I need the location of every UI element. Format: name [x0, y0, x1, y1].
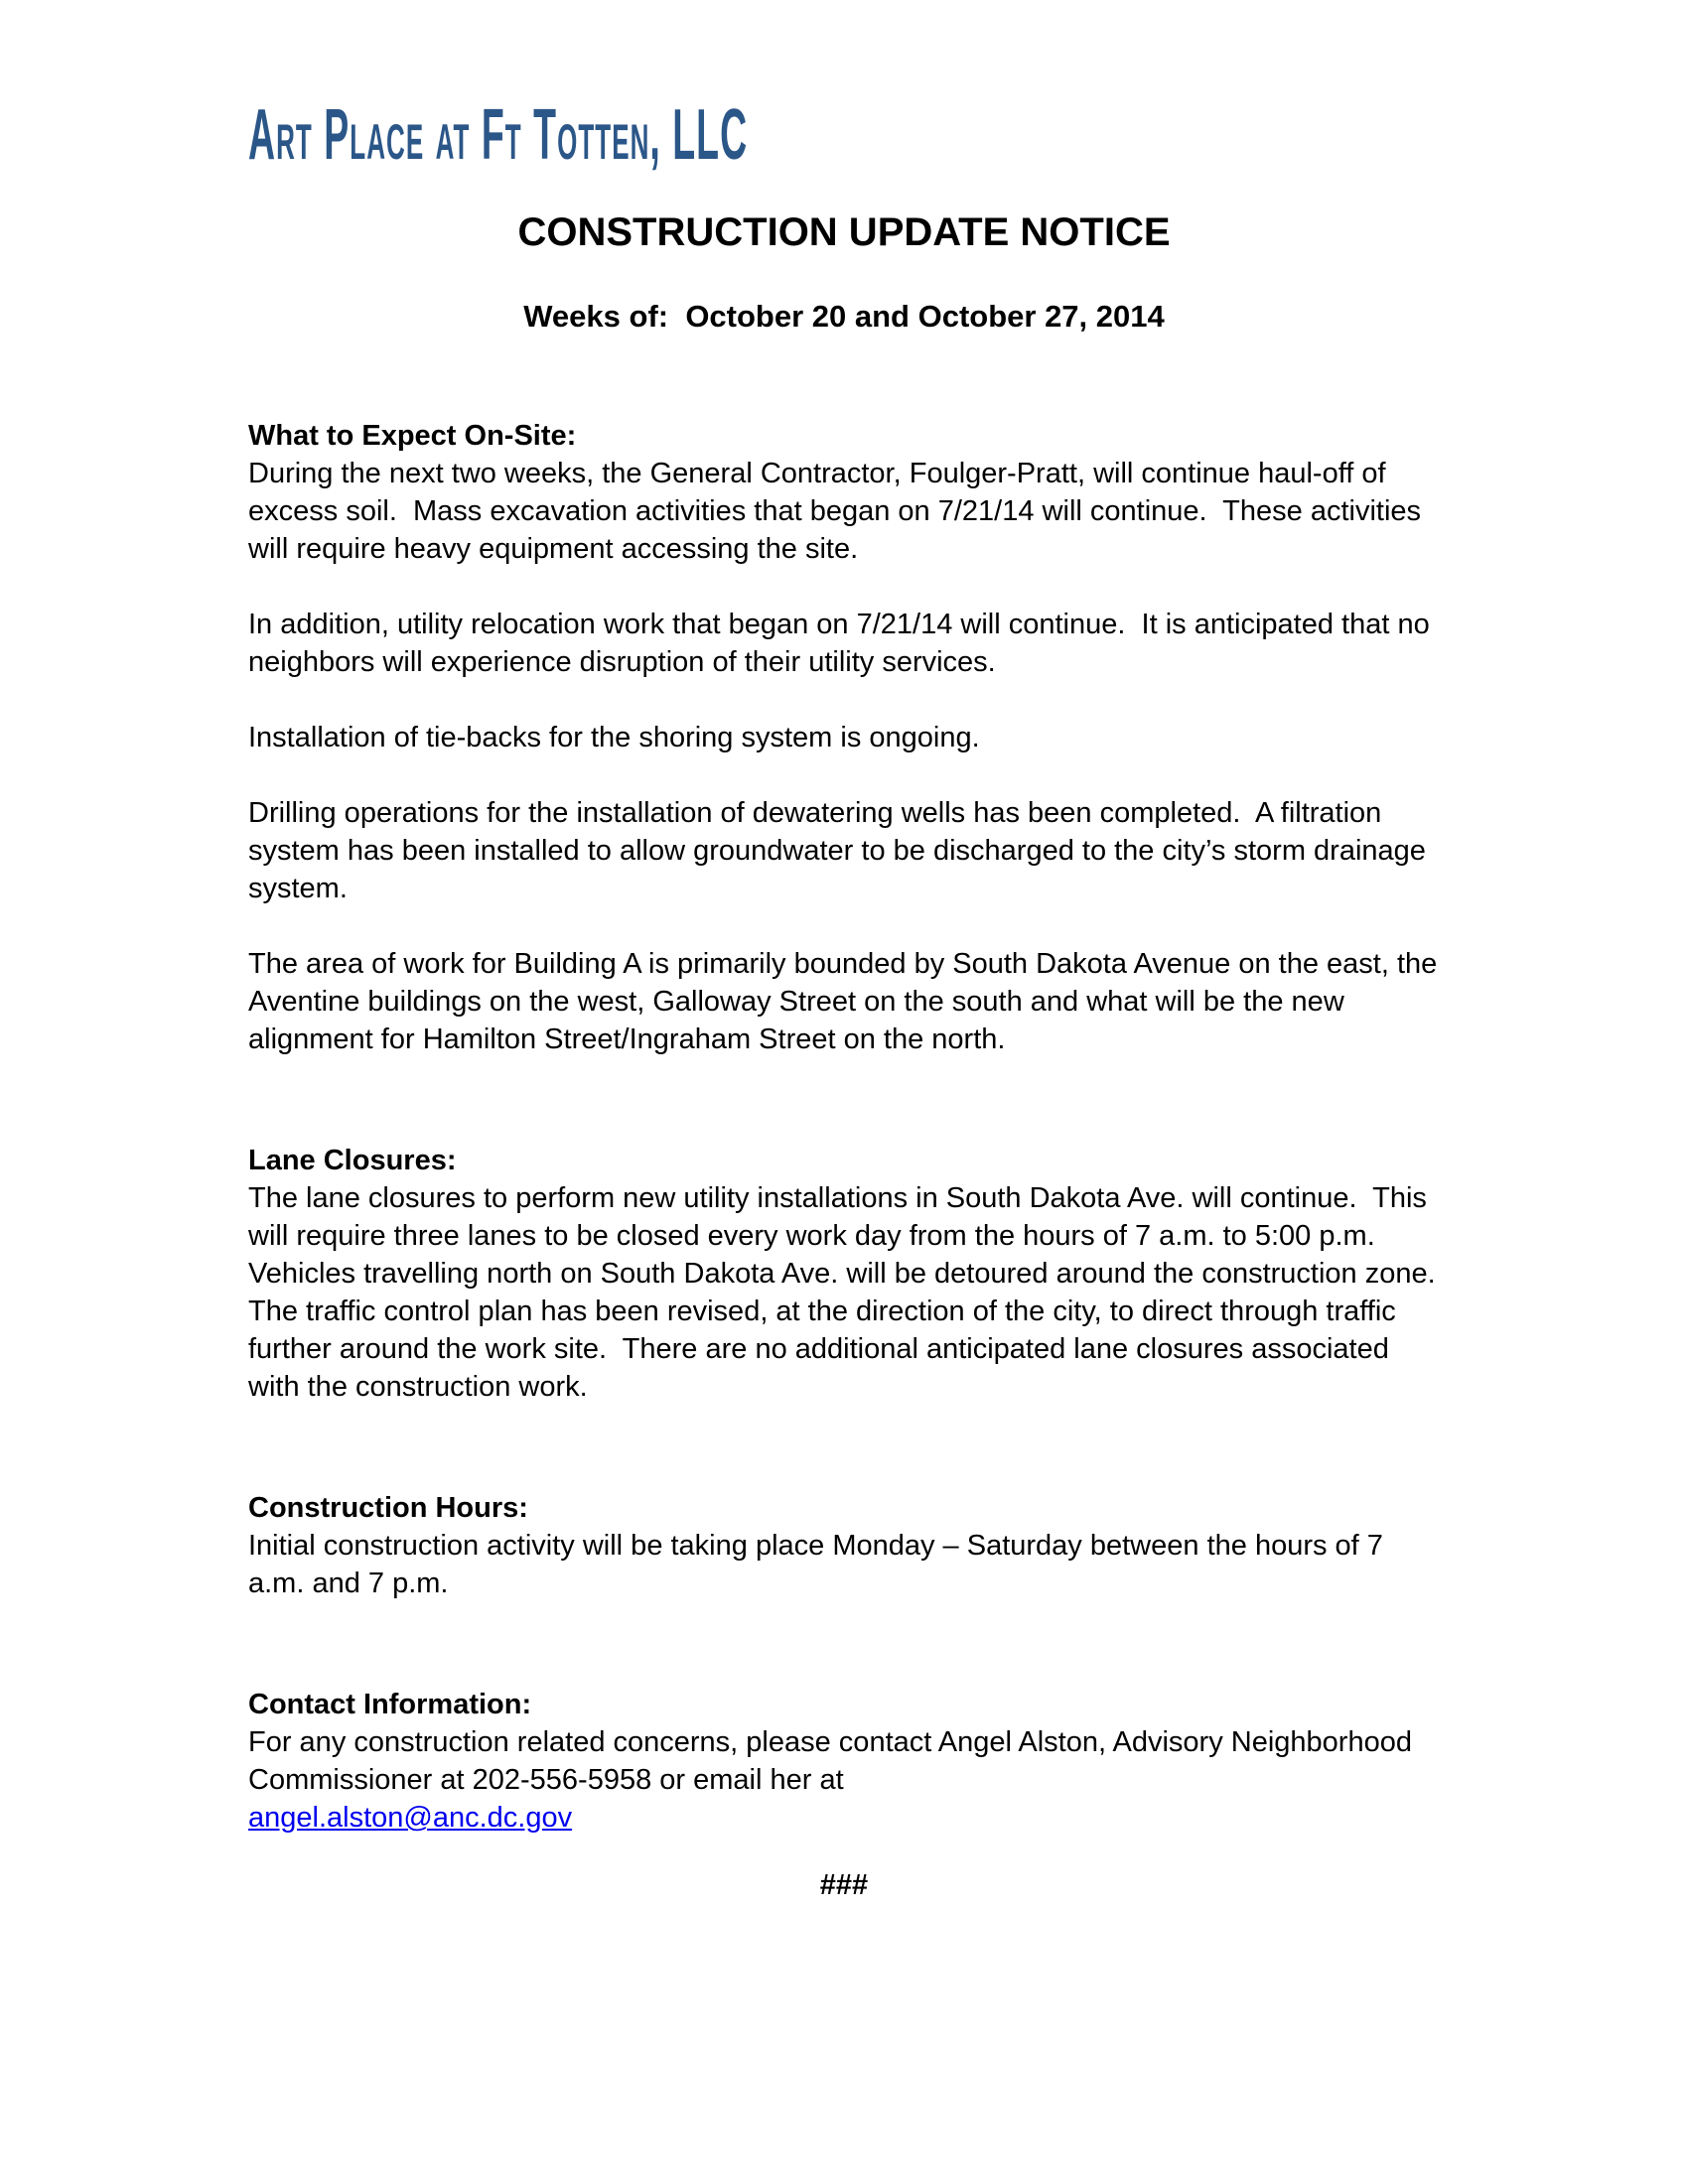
email-link[interactable]: angel.alston@anc.dc.gov	[248, 1802, 573, 1834]
paragraph: During the next two weeks, the General Contractor, Foulger-Pratt, will continue haul-off of excess soil. Mass excavation activities that began on 7/21/14 will continue. These activities will require heavy equipment accessing the site.	[248, 458, 1430, 565]
section-heading-what-to-expect: What to Expect On-Site:	[248, 420, 577, 452]
company-letterhead	[248, 95, 1440, 175]
document-subtitle: Weeks of: October 20 and October 27, 2014	[523, 299, 1165, 334]
section-heading-construction-hours: Construction Hours:	[248, 1492, 528, 1524]
section-what-to-expect	[248, 417, 1444, 1058]
end-mark: ###	[819, 1869, 869, 1901]
section-construction-hours	[248, 1489, 1440, 1602]
document-title: CONSTRUCTION UPDATE NOTICE	[517, 210, 1171, 254]
paragraph: For any construction related concerns, please contact Angel Alston, Advisory Neighborhood Commissioner at 202-556-5958 or email her at	[248, 1726, 1421, 1796]
paragraph: In addition, utility relocation work that began on 7/21/14 will continue. It is anticipated that no neighbors will experience disruption of their utility services.	[248, 609, 1438, 678]
section-contact-information	[248, 1686, 1440, 1837]
section-lane-closures	[248, 1142, 1452, 1406]
paragraph: Installation of tie-backs for the shoring system is ongoing.	[248, 722, 980, 753]
section-heading-lane-closures: Lane Closures:	[248, 1145, 457, 1176]
company-name: Art Place at Ft Totten, LLC	[248, 95, 749, 175]
section-heading-contact-information: Contact Information:	[248, 1689, 532, 1720]
paragraph: Initial construction activity will be taking place Monday – Saturday between the hours of 7 a.m. and 7 p.m.	[248, 1530, 1391, 1599]
paragraph: The lane closures to perform new utility installations in South Dakota Ave. will continue. This will require three lanes to be closed every work day from the hours of 7 a.m. to 5:00 p.m. Vehicles travelling north on South Dakota Ave. will be detoured around the construction zone. The traffic control plan has been revised, at the direction of the city, to direct through traffic further around the work site. There are no additional anticipated lane closures associated with the construction work.	[248, 1182, 1452, 1403]
paragraph: Drilling operations for the installation of dewatering wells has been completed. A filtration system has been installed to allow groundwater to be discharged to the city’s storm drainage system.	[248, 797, 1434, 904]
paragraph: The area of work for Building A is primarily bounded by South Dakota Avenue on the east, the Aventine buildings on the west, Galloway Street on the south and what will be the new alignment for Hamilton Street/Ingraham Street on the north.	[248, 948, 1444, 1055]
